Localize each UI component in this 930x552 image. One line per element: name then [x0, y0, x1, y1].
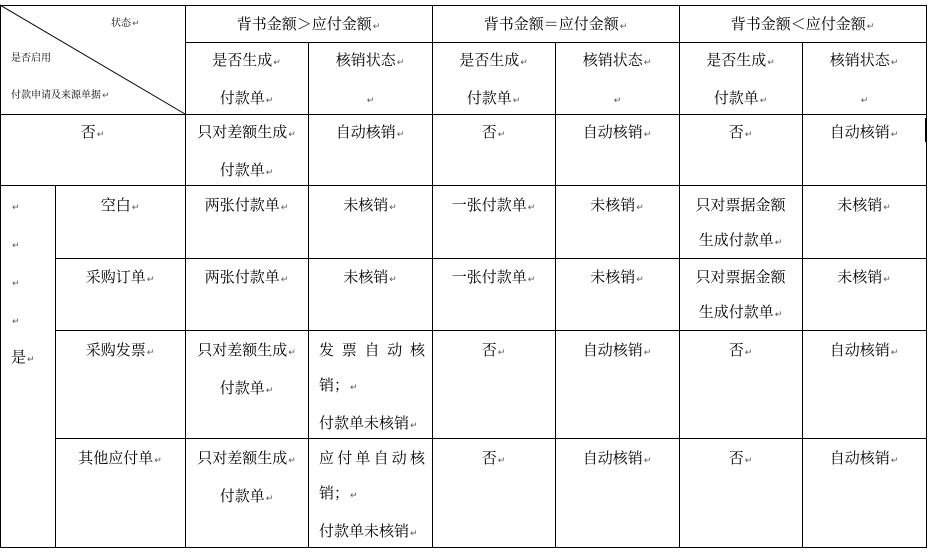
subheader-generate-g3: 是否生成↵ 付款单↵ [706, 51, 775, 107]
row-invoice-cell-2: 发票自动核 销；↵ 付款单未核销↵ [319, 341, 425, 432]
row-invoice-cell-6: 自动核销↵ [829, 341, 899, 359]
row-po-cell-1: 两张付款单↵ [204, 268, 289, 286]
group-header-greater: 背书金额＞应付金额↵ [236, 15, 381, 33]
row-invoice-cell-3: 否↵ [481, 341, 506, 359]
row-po-label: 采购订单↵ [85, 268, 155, 286]
row-invoice-cell-4: 自动核销↵ [582, 341, 652, 359]
row-blank-cell-4: 未核销↵ [590, 196, 644, 214]
row-no-cell-5: 否↵ [728, 123, 753, 141]
row-no-label: 否↵ [80, 123, 105, 141]
row-no-cell-4: 自动核销↵ [582, 123, 652, 141]
row-blank-cell-6: 未核销↵ [837, 196, 891, 214]
corner-source-label: 付款申请及来源单据↵ [11, 90, 110, 101]
row-blank-cell-1: 两张付款单↵ [204, 196, 289, 214]
subheader-generate-g1: 是否生成↵ 付款单↵ [212, 51, 281, 107]
group-header-less: 背书金额＜应付金额↵ [730, 15, 875, 33]
corner-status-label: 状态↵ [111, 18, 140, 29]
row-other-cell-1: 只对差额生成↵ 付款单↵ [197, 449, 296, 505]
subheader-writeoff-g3: 核销状态↵ ↵ [829, 51, 899, 106]
subheader-generate-g2: 是否生成↵ 付款单↵ [459, 51, 528, 107]
row-other-cell-6: 自动核销↵ [829, 449, 899, 467]
row-no-cell-6: 自动核销↵ [829, 123, 899, 141]
row-other-cell-3: 否↵ [481, 449, 506, 467]
row-other-cell-2: 应付单自动核 销；↵ 付款单未核销↵ [319, 449, 425, 540]
yes-label-cell: ↵ ↵ ↵ ↵ 是↵ [11, 203, 35, 366]
row-blank-cell-3: 一张付款单↵ [451, 196, 536, 214]
subheader-writeoff-g2: 核销状态↵ ↵ [582, 51, 652, 106]
group-header-equal: 背书金额＝应付金额↵ [483, 15, 628, 33]
corner-enable-label: 是否启用 [11, 53, 51, 64]
row-invoice-cell-5: 否↵ [728, 341, 753, 359]
subheader-writeoff-g1: 核销状态↵ ↵ [335, 51, 405, 106]
row-po-cell-6: 未核销↵ [837, 268, 891, 286]
row-po-cell-3: 一张付款单↵ [451, 268, 536, 286]
row-other-label: 其他应付单↵ [78, 449, 162, 467]
row-other-cell-5: 否↵ [728, 449, 753, 467]
row-po-cell-4: 未核销↵ [590, 268, 644, 286]
row-po-cell-5: 只对票据金额 生成付款单↵ [695, 268, 786, 321]
row-no-cell-1: 只对差额生成↵ 付款单↵ [197, 123, 296, 179]
row-po-cell-2: 未核销↵ [343, 268, 397, 286]
row-blank-cell-2: 未核销↵ [343, 196, 397, 214]
row-other-cell-4: 自动核销↵ [582, 449, 652, 467]
row-blank-cell-5: 只对票据金额 生成付款单↵ [695, 196, 786, 249]
row-invoice-cell-1: 只对差额生成↵ 付款单↵ [197, 341, 296, 397]
row-invoice-label: 采购发票↵ [85, 341, 155, 359]
row-no-cell-3: 否↵ [481, 123, 506, 141]
row-blank-label: 空白↵ [100, 196, 140, 214]
row-no-cell-2: 自动核销↵ [335, 123, 405, 141]
